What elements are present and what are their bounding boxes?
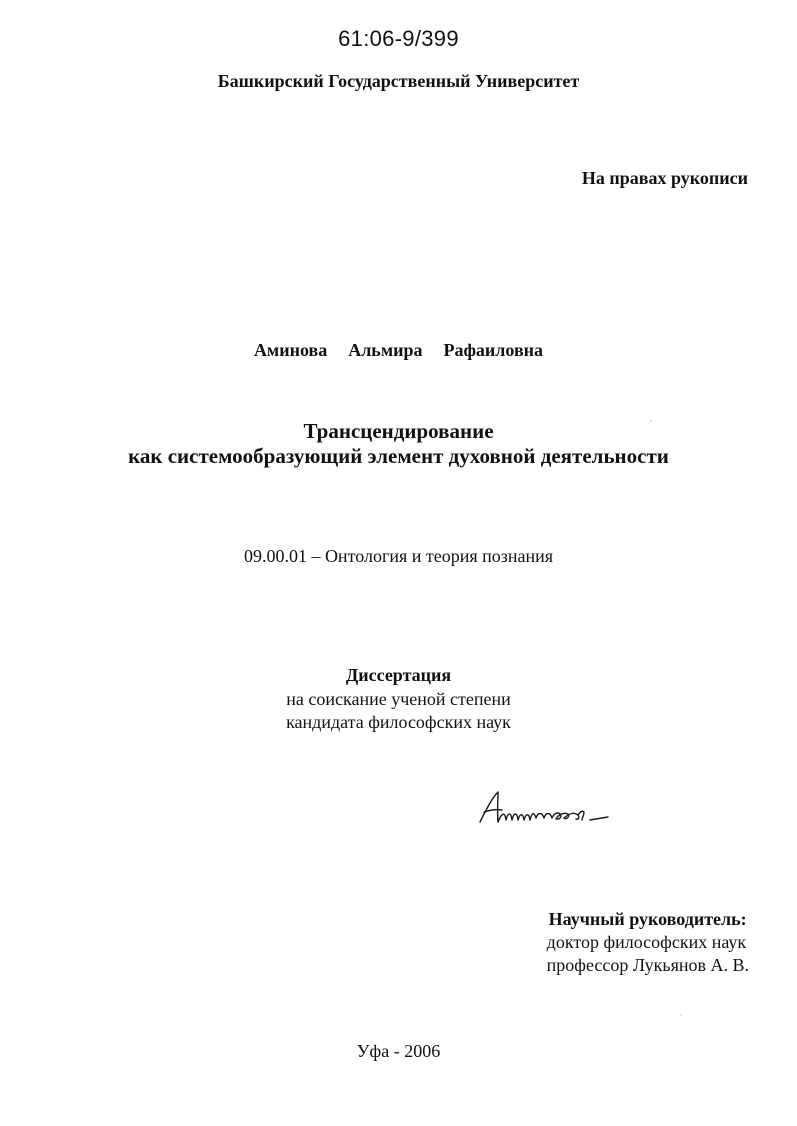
thesis-title-line-2: как системообразующий элемент духовной деятельности [128, 444, 669, 468]
thesis-title-line-1: Трансцендирование [303, 419, 494, 443]
degree-line-2: кандидата философских наук [286, 712, 511, 732]
supervisor-name: профессор Лукьянов А. В. [546, 955, 749, 975]
university-name: Башкирский Государственный Университет [217, 71, 580, 91]
archive-code: 61:06-9/399 [338, 26, 459, 51]
supervisor-block [547, 908, 749, 977]
dissertation-label: Диссертация [345, 665, 452, 685]
rights-note: На правах рукописи [581, 168, 748, 188]
supervisor-heading: Научный руководитель: [548, 909, 747, 929]
handwritten-signature-icon [474, 782, 624, 832]
degree-line-1: на соискание ученой степени [286, 689, 511, 709]
specialty-code: 09.00.01 – Онтология и теория познания [243, 546, 554, 566]
scan-speck [650, 420, 652, 422]
city-year: Уфа - 2006 [356, 1041, 441, 1061]
author-name: Аминова Альмира Рафаиловна [253, 340, 544, 360]
scan-speck [680, 1014, 682, 1016]
supervisor-degree: доктор философских наук [546, 932, 747, 952]
